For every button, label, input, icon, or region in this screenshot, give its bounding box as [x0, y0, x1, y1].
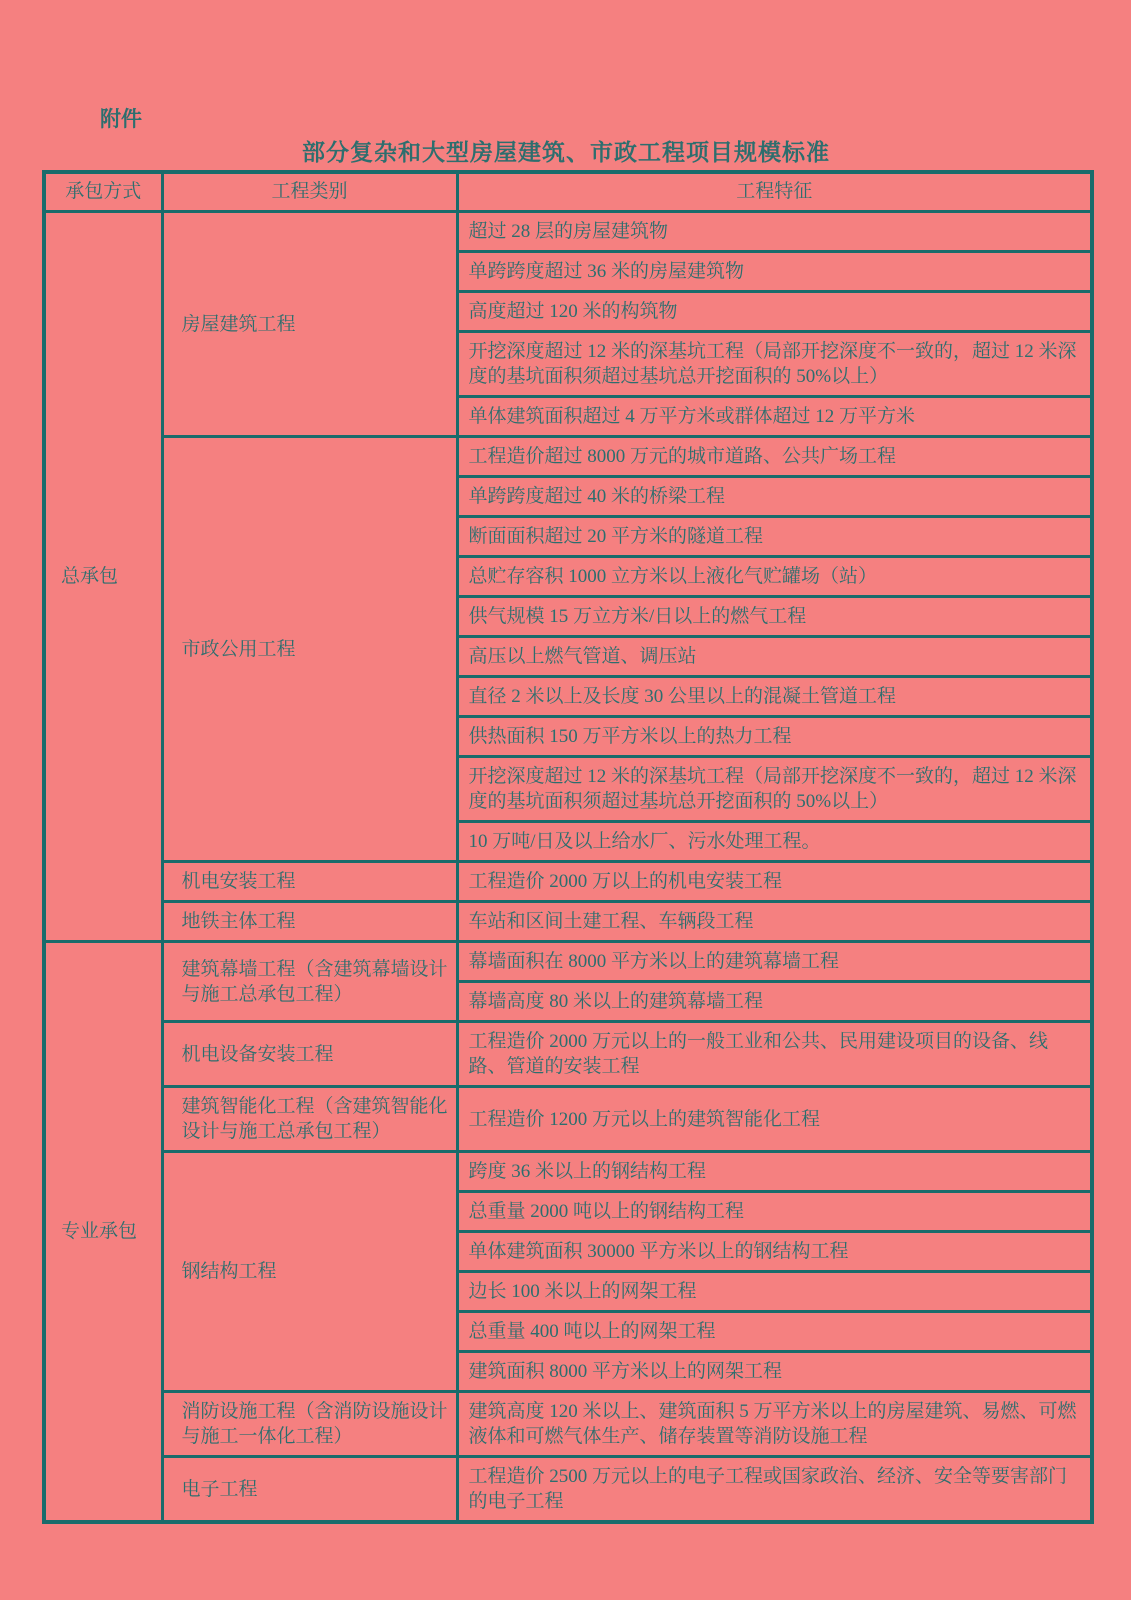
- method-cell-general-contracting: 总承包: [44, 212, 162, 942]
- feature-cell: 边长 100 米以上的网架工程: [457, 1272, 1092, 1312]
- table-row: [44, 1152, 1092, 1192]
- category-cell-fire-facilities: 消防设施工程（含消防设施设计与施工一体化工程）: [162, 1392, 457, 1457]
- feature-cell: 10 万吨/日及以上给水厂、污水处理工程。: [457, 822, 1092, 862]
- header-contract-method: 承包方式: [44, 172, 162, 212]
- feature-cell: 开挖深度超过 12 米的深基坑工程（局部开挖深度不一致的，超过 12 米深度的基坑面积须超过基坑总开挖面积的 50%以上）: [457, 757, 1092, 822]
- feature-cell: 工程造价 2500 万元以上的电子工程或国家政治、经济、安全等要害部门的电子工程: [457, 1457, 1092, 1523]
- table-row: [44, 1022, 1092, 1087]
- category-cell-curtain-wall: 建筑幕墙工程（含建筑幕墙设计与施工总承包工程）: [162, 942, 457, 1022]
- feature-cell: 超过 28 层的房屋建筑物: [457, 212, 1092, 252]
- header-project-feature: 工程特征: [457, 172, 1092, 212]
- feature-cell: 供热面积 150 万平方米以上的热力工程: [457, 717, 1092, 757]
- page-title: 部分复杂和大型房屋建筑、市政工程项目规模标准: [302, 140, 830, 165]
- feature-cell: 总重量 400 吨以上的网架工程: [457, 1312, 1092, 1352]
- method-cell-professional-contracting: 专业承包: [44, 942, 162, 1523]
- table-row: [44, 1457, 1092, 1523]
- table-row: [44, 1087, 1092, 1152]
- category-cell-municipal-public-works: 市政公用工程: [162, 437, 457, 862]
- feature-cell: 总贮存容积 1000 立方米以上液化气贮罐场（站）: [457, 557, 1092, 597]
- feature-cell: 车站和区间土建工程、车辆段工程: [457, 902, 1092, 942]
- feature-cell: 建筑高度 120 米以上、建筑面积 5 万平方米以上的房屋建筑、易燃、可燃液体和可燃气体生产、储存装置等消防设施工程: [457, 1392, 1092, 1457]
- category-cell-mechanical-electrical-installation: 机电安装工程: [162, 862, 457, 902]
- feature-cell: 单体建筑面积 30000 平方米以上的钢结构工程: [457, 1232, 1092, 1272]
- category-cell-building-intelligence: 建筑智能化工程（含建筑智能化设计与施工总承包工程）: [162, 1087, 457, 1152]
- feature-cell: 单跨跨度超过 40 米的桥梁工程: [457, 477, 1092, 517]
- table-row: [44, 942, 1092, 982]
- feature-cell: 总重量 2000 吨以上的钢结构工程: [457, 1192, 1092, 1232]
- table-header-row: [44, 172, 1092, 212]
- attachment-label: 附件: [100, 107, 142, 131]
- feature-cell: 工程造价 2000 万元以上的一般工业和公共、民用建设项目的设备、线路、管道的安装工程: [457, 1022, 1092, 1087]
- table-row: [44, 902, 1092, 942]
- feature-cell: 直径 2 米以上及长度 30 公里以上的混凝土管道工程: [457, 677, 1092, 717]
- project-scale-table: [42, 170, 1094, 1524]
- category-cell-electronic-engineering: 电子工程: [162, 1457, 457, 1523]
- table-row: [44, 437, 1092, 477]
- feature-cell: 高度超过 120 米的构筑物: [457, 292, 1092, 332]
- header-project-category: 工程类别: [162, 172, 457, 212]
- feature-cell: 幕墙面积在 8000 平方米以上的建筑幕墙工程: [457, 942, 1092, 982]
- category-cell-subway-main-structure: 地铁主体工程: [162, 902, 457, 942]
- feature-cell: 供气规模 15 万立方米/日以上的燃气工程: [457, 597, 1092, 637]
- feature-cell: 单体建筑面积超过 4 万平方米或群体超过 12 万平方米: [457, 397, 1092, 437]
- feature-cell: 建筑面积 8000 平方米以上的网架工程: [457, 1352, 1092, 1392]
- table-row: [44, 212, 1092, 252]
- feature-cell: 工程造价 2000 万以上的机电安装工程: [457, 862, 1092, 902]
- table-row: [44, 1392, 1092, 1457]
- feature-cell: 单跨跨度超过 36 米的房屋建筑物: [457, 252, 1092, 292]
- category-cell-steel-structure: 钢结构工程: [162, 1152, 457, 1392]
- feature-cell: 跨度 36 米以上的钢结构工程: [457, 1152, 1092, 1192]
- category-cell-housing-construction: 房屋建筑工程: [162, 212, 457, 437]
- feature-cell: 工程造价超过 8000 万元的城市道路、公共广场工程: [457, 437, 1092, 477]
- category-cell-equipment-installation: 机电设备安装工程: [162, 1022, 457, 1087]
- table-row: [44, 862, 1092, 902]
- feature-cell: 断面面积超过 20 平方米的隧道工程: [457, 517, 1092, 557]
- feature-cell: 高压以上燃气管道、调压站: [457, 637, 1092, 677]
- feature-cell: 开挖深度超过 12 米的深基坑工程（局部开挖深度不一致的，超过 12 米深度的基坑面积须超过基坑总开挖面积的 50%以上）: [457, 332, 1092, 397]
- feature-cell: 幕墙高度 80 米以上的建筑幕墙工程: [457, 982, 1092, 1022]
- feature-cell: 工程造价 1200 万元以上的建筑智能化工程: [457, 1087, 1092, 1152]
